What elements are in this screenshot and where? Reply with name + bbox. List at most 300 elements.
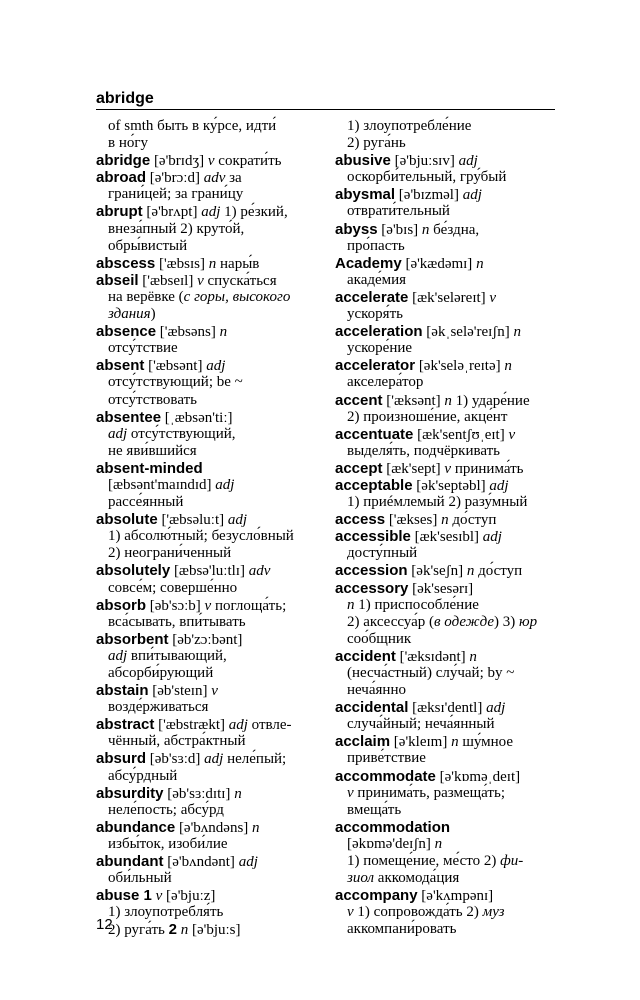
entry-text: [ə'brʌpt] [142, 204, 202, 221]
entry-continuation-line [335, 597, 557, 614]
entry-continuation-line [335, 716, 557, 733]
entry-text: совсе́м; соверше́нно [108, 579, 238, 596]
grammar-label: v [347, 904, 354, 921]
grammar-label: в одежде [434, 613, 495, 630]
entry-text: аккомпани́ровать [347, 921, 457, 938]
grammar-label: adj [108, 647, 128, 664]
entry-continuation-line [335, 169, 557, 186]
entry-text: обры́вистый [108, 237, 188, 254]
headword: absurdity [96, 784, 164, 802]
entry-text: вса́сывать, впи́тывать [108, 613, 246, 630]
grammar-label: adj [486, 700, 506, 717]
entry-headword-line [335, 186, 557, 203]
entry-text: ['æbsəns] [156, 324, 220, 341]
entry-text: [əb'zɔːbənt] [168, 631, 243, 648]
headword: accent [335, 391, 383, 409]
headword: absent-minded [96, 459, 203, 477]
entry-text: акаде́мия [347, 271, 407, 288]
entry-text: 2) аксессуа́р ( [347, 613, 435, 630]
grammar-label: юр [519, 613, 538, 630]
entry-text: of smth быть в ку́рсе, идти́ [108, 118, 277, 134]
grammar-label: v [444, 460, 452, 477]
entry-continuation-line [96, 648, 321, 665]
entry-text: [ə'bjuːs] [188, 922, 241, 939]
grammar-label: n [469, 648, 477, 665]
headword: absent [96, 357, 145, 375]
entry-text: 1) абсолю́тный; безусло́вный [108, 528, 294, 545]
entry-text: принима́ть [451, 460, 524, 477]
grammar-label: n [441, 512, 449, 529]
entry-text: 1) приéмлемый 2) разу́мный [347, 494, 528, 511]
entry-continuation-line [96, 528, 321, 545]
entry-headword-line [96, 682, 321, 699]
grammar-label: здания [108, 306, 151, 323]
headword: abseil [96, 271, 139, 289]
entry-text: неча́янно [347, 682, 406, 699]
headword: abscess [96, 254, 156, 272]
grammar-label: n [347, 596, 355, 613]
grammar-label: n [504, 358, 512, 375]
headword: absence [96, 323, 157, 341]
entry-headword-line [335, 152, 557, 169]
headword: abuse 1 [96, 887, 152, 905]
entry-text: сократи́ть [214, 153, 282, 170]
grammar-label: v [489, 289, 497, 306]
grammar-label: adv [203, 170, 226, 187]
grammar-label: v [155, 888, 163, 905]
entry-text: [ə'brɔːd] [146, 170, 204, 187]
headword: access [335, 511, 386, 529]
entry-continuation-line [96, 665, 321, 682]
entry-text: поглоща́ть; [211, 597, 287, 614]
entry-headword-line [335, 289, 557, 306]
entry-headword-line [335, 477, 557, 494]
entry-continuation-line [335, 238, 557, 255]
entry-text: [əb'sɔːb] [146, 597, 205, 614]
entry-continuation-line [96, 238, 321, 255]
headword: accidental [335, 699, 409, 717]
entry-continuation-line [96, 477, 321, 494]
entry-continuation-line [96, 135, 321, 152]
entry-continuation-line [96, 118, 321, 135]
entry-text: шу́мное [458, 734, 514, 751]
grammar-label: adj [482, 529, 502, 546]
entry-continuation-line [96, 392, 321, 409]
headword: accelerate [335, 288, 409, 306]
entry-text: рассе́янный [108, 494, 184, 511]
entry-continuation-line [96, 802, 321, 819]
entry-text: неле́пость; абсу́рд [108, 801, 224, 818]
entry-text: спуска́ться [203, 272, 277, 289]
entry-continuation-line [96, 374, 321, 391]
entry-continuation-line [335, 614, 557, 631]
entry-headword-line [96, 272, 321, 289]
entry-text: грани́цей; за грани́цу [108, 186, 244, 203]
entry-text: [ək'seləˌreɪtə] [415, 358, 505, 375]
headword: abridge [96, 152, 151, 170]
entry-text: [ə'kʌmpənɪ] [417, 888, 494, 905]
grammar-label: v [197, 272, 204, 289]
headword: accession [335, 562, 408, 580]
grammar-label: adj [462, 187, 482, 204]
entry-text: досту́пный [347, 545, 418, 562]
headword: accompany [335, 887, 418, 905]
entry-text: внеза́пный 2) круто́й, [108, 220, 245, 237]
headword: accommodate [335, 767, 436, 785]
grammar-label: n [513, 324, 522, 341]
entry-text: про́пасть [347, 237, 405, 254]
entry-text: [æbsə'luːtlɪ] [170, 563, 249, 580]
entry-headword-line [96, 597, 321, 614]
entry-continuation-line [335, 545, 557, 562]
entry-headword-line [96, 409, 321, 426]
entry-headword-line [96, 511, 321, 528]
entry-continuation-line [335, 272, 557, 289]
entry-continuation-line [335, 870, 557, 887]
entry-text: [æksɪ'dentl] [408, 700, 487, 717]
entry-text: 1) приспособле́ние [354, 596, 479, 613]
entry-text: [ə'brɪdʒ] [150, 153, 208, 170]
entry-text: отсу́тствующий; be ~ [108, 374, 243, 391]
entry-headword-line [96, 631, 321, 648]
entry-text: отсу́тствовать [108, 391, 197, 408]
entry-continuation-line [96, 340, 321, 357]
entry-headword-line [335, 221, 557, 238]
headword: acclaim [335, 733, 391, 751]
entry-headword-line [96, 357, 321, 374]
grammar-label: n [444, 392, 452, 409]
entry-headword-line [335, 357, 557, 374]
headword: abstain [96, 682, 149, 700]
entry-text: избы́ток, изоби́лие [108, 835, 228, 852]
running-head-word: abridge [96, 90, 154, 107]
entry-headword-line [335, 392, 557, 409]
entry-headword-line [335, 887, 557, 904]
grammar-label: зиол [347, 870, 375, 887]
entry-text: выделя́ть, подчёркивать [347, 442, 501, 459]
entry-text: [əb'sɜːd] [146, 751, 205, 768]
entry-text: ускоря́ть [347, 306, 403, 323]
entry-continuation-line [96, 836, 321, 853]
entry-headword-line [335, 768, 557, 785]
entry-continuation-line [96, 921, 321, 938]
grammar-label: фи- [500, 853, 524, 870]
entry-text: 1) ударе́ние [451, 392, 530, 409]
headword: abundant [96, 853, 164, 871]
grammar-label: n [466, 563, 475, 580]
entry-text: [æk'sentʃʊˌeɪt] [413, 426, 509, 443]
entry-text: принима́ть, размеща́ть; [353, 784, 505, 801]
entry-text: [ə'bɪs] [377, 221, 422, 238]
grammar-label: n [451, 734, 459, 751]
entry-text: ) [150, 306, 156, 323]
entry-headword-line [96, 853, 321, 870]
entry-text: [ə'kædəmɪ] [401, 255, 477, 272]
entry-continuation-line [96, 306, 321, 323]
grammar-label: adj [458, 153, 478, 170]
entry-continuation-line [96, 426, 321, 443]
entry-text: на верёвке ( [108, 288, 184, 305]
headword: accentuate [335, 425, 414, 443]
entry-text: ускоре́ние [347, 340, 413, 357]
entry-headword-line [335, 323, 557, 340]
entry-text: ['æbseɪl] [138, 272, 198, 289]
entry-text: [ə'bjuːsɪv] [390, 153, 459, 170]
entry-text: 2) руга́ть [108, 922, 169, 939]
entry-continuation-line [96, 699, 321, 716]
grammar-label: n [234, 785, 242, 802]
entry-text: возде́рживаться [108, 699, 209, 716]
entry-headword-line [335, 426, 557, 443]
entry-headword-line [335, 528, 557, 545]
grammar-label: adj [228, 717, 248, 734]
entry-text: бе́здна, [429, 221, 480, 238]
entry-text: [əkɒmə'deɪʃn] [347, 835, 435, 852]
entry-text: ['æbsɪs] [155, 255, 209, 272]
grammar-label: adj [238, 854, 258, 871]
entry-text: за [225, 170, 242, 187]
grammar-label: adj [206, 358, 226, 375]
grammar-label: v [347, 784, 354, 801]
entry-text: [ə'bɪzməl] [395, 187, 463, 204]
entry-headword-line [335, 733, 557, 750]
grammar-label: adj [215, 476, 235, 493]
entry-text: [ə'bʌndənt] [163, 854, 239, 871]
grammar-label: v [508, 426, 516, 443]
entry-continuation-line [96, 614, 321, 631]
entry-continuation-line [335, 836, 557, 853]
grammar-label: муз [482, 904, 505, 921]
entry-headword-line [335, 460, 557, 477]
entry-continuation-line [335, 203, 557, 220]
headword: accident [335, 647, 396, 665]
entry-text: оби́льный [108, 870, 172, 887]
entry-continuation-line [96, 494, 321, 511]
entry-text: [ˌæbsən'tiː] [161, 409, 233, 426]
headword: acceleration [335, 323, 423, 341]
entry-continuation-line [96, 221, 321, 238]
entry-headword-line [96, 819, 321, 836]
entry-text: ['æksɪdənt] [395, 648, 470, 665]
entry-headword-line [96, 255, 321, 272]
entry-text: приве́тствие [347, 750, 426, 767]
entry-text: отсу́тствующий, [127, 425, 236, 442]
entry-text: [əb'steɪn] [148, 683, 212, 700]
entry-text: ['æksənt] [382, 392, 445, 409]
entry-text: [æk'seləreɪt] [408, 289, 490, 306]
entry-continuation-line [335, 340, 557, 357]
grammar-label: n [476, 255, 484, 272]
entry-continuation-line [96, 733, 321, 750]
entry-headword-line [96, 785, 321, 802]
grammar-label: adj [489, 477, 509, 494]
headword: abysmal [335, 186, 396, 204]
entry-headword-line [96, 169, 321, 186]
grammar-label: v [207, 153, 215, 170]
grammar-label: adj [108, 425, 128, 442]
entry-continuation-line [335, 631, 557, 648]
grammar-label: n [208, 255, 217, 272]
entry-text: в но́гу [108, 135, 149, 152]
entry-continuation-line [335, 135, 557, 152]
entry-continuation-line [335, 374, 557, 391]
entry-text: отврати́тельный [347, 203, 450, 220]
entry-headword-line [96, 152, 321, 169]
entry-headword-line [96, 887, 321, 904]
entry-continuation-line [335, 904, 557, 921]
entry-text: акселера́тор [347, 374, 424, 391]
entry-text: 2) произноше́ние, акце́нт [347, 408, 508, 425]
entry-text: [ə'bjuːz] [162, 888, 216, 905]
entry-continuation-line [96, 186, 321, 203]
entry-text: не яви́вшийся [108, 442, 197, 459]
entry-headword-line [335, 699, 557, 716]
entry-text: [æk'sept] [382, 460, 445, 477]
entry-continuation-line [335, 682, 557, 699]
headword: 2 [168, 921, 177, 939]
entry-text: вмеща́ть [347, 801, 402, 818]
entry-text: 1) злоупотребле́ние [347, 118, 472, 134]
grammar-label: с горы, высокого [183, 288, 291, 305]
entry-continuation-line [96, 289, 321, 306]
entry-text: соо́бщник [347, 630, 412, 647]
entry-text: неле́пый; [223, 751, 287, 768]
entry-continuation-line [96, 904, 321, 921]
entry-headword-line [96, 323, 321, 340]
entry-text: [æk'sesɪbl] [410, 529, 483, 546]
entry-headword-line [96, 716, 321, 733]
headword: abundance [96, 818, 176, 836]
entry-text: аккомода́ция [374, 870, 460, 887]
entry-continuation-line [335, 494, 557, 511]
headword: abusive [335, 152, 391, 170]
entry-text: чённый, абстра́ктный [108, 733, 246, 750]
entry-continuation-line [96, 870, 321, 887]
entry-text: нары́в [216, 255, 260, 272]
headword: absorbent [96, 630, 169, 648]
entry-text: 2) руга́нь [347, 135, 406, 152]
entry-continuation-line [335, 921, 557, 938]
entry-continuation-line [96, 443, 321, 460]
headword: absolute [96, 511, 158, 529]
entry-text: 1) злоупотребля́ть [108, 904, 224, 921]
headword: accommodation [335, 818, 451, 836]
headword: Academy [335, 254, 402, 272]
entry-text: [ə'bʌndəns] [175, 819, 253, 836]
grammar-label: adv [248, 563, 271, 580]
grammar-label: v [204, 597, 212, 614]
entry-headword-line [335, 648, 557, 665]
entry-continuation-line [335, 443, 557, 460]
entry-text: [ək'septəbl] [412, 477, 490, 494]
entry-text: ['ækses] [385, 512, 442, 529]
entry-headword-line [335, 580, 557, 597]
entry-text: ['æbsəluːt] [157, 512, 228, 529]
entry-headword-line [335, 511, 557, 528]
entry-text: [ə'kleɪm] [390, 734, 452, 751]
entry-text: [əb'sɜːdɪtɪ] [163, 785, 235, 802]
entry-continuation-line [335, 853, 557, 870]
entry-text: отвле- [247, 717, 292, 734]
right-column [335, 118, 557, 939]
grammar-label: n [180, 922, 189, 939]
entry-headword-line [335, 562, 557, 579]
entry-headword-line [335, 819, 557, 836]
entry-text: впи́тывающий, [127, 647, 227, 664]
entry-text: [ək'seʃn] [407, 563, 467, 580]
entry-text: 1) ре́зкий, [220, 204, 288, 221]
entry-text: [əkˌselə'reɪʃn] [422, 324, 514, 341]
grammar-label: adj [201, 204, 221, 221]
entry-text: до́ступ [448, 512, 497, 529]
grammar-label: n [219, 324, 228, 341]
running-head [96, 91, 555, 110]
entry-headword-line [96, 460, 321, 477]
entry-text: ) 3) [494, 613, 520, 630]
entry-continuation-line [96, 580, 321, 597]
grammar-label: v [211, 683, 218, 700]
entry-continuation-line [335, 306, 557, 323]
entry-text: 1) сопровожда́ть 2) [353, 904, 483, 921]
headword: abyss [335, 220, 378, 238]
entry-text: 1) помеще́ние, ме́сто 2) [347, 853, 501, 870]
entry-text: ['æbstrækt] [154, 717, 229, 734]
entry-headword-line [96, 750, 321, 767]
grammar-label: n [421, 221, 430, 238]
grammar-label: n [252, 819, 260, 836]
entry-text: [æbsənt'maɪndɪd] [108, 476, 216, 493]
headword: absentee [96, 408, 162, 426]
entry-text: абсорби́рующий [108, 665, 214, 681]
entry-continuation-line [96, 545, 321, 562]
entry-continuation-line [96, 768, 321, 785]
headword: abstract [96, 716, 155, 734]
entry-continuation-line [335, 409, 557, 426]
entry-text: оскорби́тельный, гру́бый [347, 169, 507, 186]
headword: acceptable [335, 476, 413, 494]
headword: absolutely [96, 562, 171, 580]
entry-continuation-line [335, 750, 557, 767]
headword: accessible [335, 528, 411, 546]
entry-text: [ək'sesərɪ] [408, 580, 474, 597]
grammar-label: adj [227, 512, 248, 529]
entry-text: абсу́рдный [108, 767, 178, 784]
entry-continuation-line [335, 802, 557, 819]
entry-text: [ə'kɒməˌdeɪt] [435, 768, 521, 785]
entry-text: до́ступ [474, 563, 523, 580]
entry-continuation-line [335, 785, 557, 802]
entry-text: отсу́тствие [108, 340, 178, 357]
headword: abroad [96, 169, 147, 187]
headword: accept [335, 459, 383, 477]
grammar-label: adj [204, 751, 224, 768]
entry-text: случа́йный; неча́янный [347, 716, 495, 733]
page-number: 12 [96, 916, 113, 933]
entry-continuation-line [335, 118, 557, 135]
grammar-label: n [434, 835, 443, 852]
entry-text: ['æbsənt] [144, 358, 207, 375]
entry-text: 2) неограни́ченный [108, 545, 232, 562]
headword: abrupt [96, 203, 143, 221]
headword: absurd [96, 750, 147, 768]
entry-headword-line [96, 203, 321, 220]
headword: accelerator [335, 357, 416, 375]
headword: accessory [335, 579, 409, 597]
entry-headword-line [96, 562, 321, 579]
entry-continuation-line [335, 665, 557, 682]
left-column [96, 118, 321, 939]
entry-text: (несча́стный) слу́чай; by ~ [347, 665, 515, 681]
